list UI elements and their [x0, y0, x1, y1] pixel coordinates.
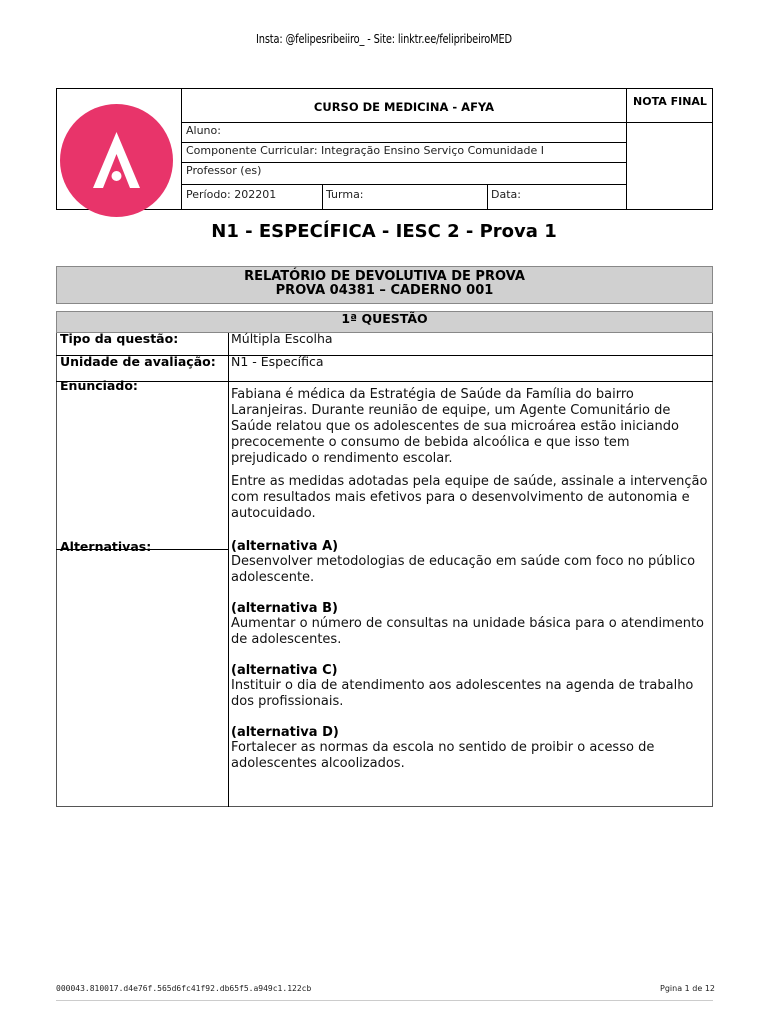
course-title: CURSO DE MEDICINA - AFYA — [313, 100, 495, 114]
nota-final-label: NOTA FINAL — [633, 95, 707, 108]
alternative-a — [231, 539, 709, 586]
componente-field: Componente Curricular: Integração Ensino Serviço Comunidade I — [186, 144, 544, 157]
aluno-field: Aluno: — [186, 124, 221, 137]
alternative-d-title: (alternativa D) — [231, 725, 339, 740]
alternative-d-text: Fortalecer as normas da escola no sentido de proibir o acesso de adolescentes alcoolizados. — [231, 740, 655, 771]
logo-cell — [56, 88, 182, 210]
footer-divider — [56, 1000, 713, 1001]
afya-logo-icon — [60, 104, 173, 217]
tipo-value: Múltipla Escolha — [231, 331, 333, 346]
report-line-1: RELATÓRIO DE DEVOLUTIVA DE PROVA — [244, 269, 525, 284]
question-header: 1ª QUESTÃO — [56, 311, 713, 333]
unidade-value: N1 - Específica — [231, 354, 324, 369]
alternative-c-text: Instituir o dia de atendimento aos adolescentes na agenda de trabalho dos profissionais. — [231, 678, 694, 709]
enunciado-paragraph-1: Fabiana é médica da Estratégia de Saúde da Família do bairro Laranjeiras. Durante reunião de equipe, um Agente Comunitário de Saúde relatou que os adolescentes de sua microárea estão iniciando precocemente o consumo de bebida alcoólica e que isso tem prejudicado o rendimento escolar. — [231, 387, 679, 466]
alternative-a-title: (alternativa A) — [231, 539, 339, 554]
alternative-d — [231, 725, 709, 772]
top-note: Insta: @felipesribeiiro_ - Site: linktr.ee/felipribeiroMED — [256, 32, 512, 46]
report-header — [56, 266, 713, 304]
professor-field: Professor (es) — [186, 164, 262, 177]
alternative-a-text: Desenvolver metodologias de educação em saúde com foco no público adolescente. — [231, 554, 696, 585]
alternative-c-title: (alternativa C) — [231, 663, 338, 678]
turma-field: Turma: — [326, 188, 364, 201]
alternative-c — [231, 663, 709, 710]
alternative-b-title: (alternativa B) — [231, 601, 338, 616]
exam-title: N1 - ESPECÍFICA - IESC 2 - Prova 1 — [211, 221, 557, 242]
enunciado-paragraph-2: Entre as medidas adotadas pela equipe de saúde, assinale a intervenção com resultados mais efetivos para o desenvolvimento de autonomia e autocuidado. — [231, 474, 708, 521]
periodo-field: Período: 202201 — [186, 188, 277, 201]
alternative-b-text: Aumentar o número de consultas na unidade básica para o atendimento de adolescentes. — [231, 616, 705, 647]
page-number: Pgina 1 de 12 — [660, 984, 715, 993]
data-field: Data: — [491, 188, 521, 201]
tipo-label: Tipo da questão: — [60, 331, 179, 346]
alternative-b — [231, 601, 709, 648]
alternativas-label: Alternativas: — [60, 539, 152, 554]
document-id: 000043.810017.d4e76f.565d6fc41f92.db65f5.a949c1.122cb — [56, 984, 312, 993]
unidade-label: Unidade de avaliação: — [60, 354, 216, 369]
enunciado-label: Enunciado: — [60, 378, 138, 393]
report-line-2: PROVA 04381 – CADERNO 001 — [275, 283, 494, 298]
